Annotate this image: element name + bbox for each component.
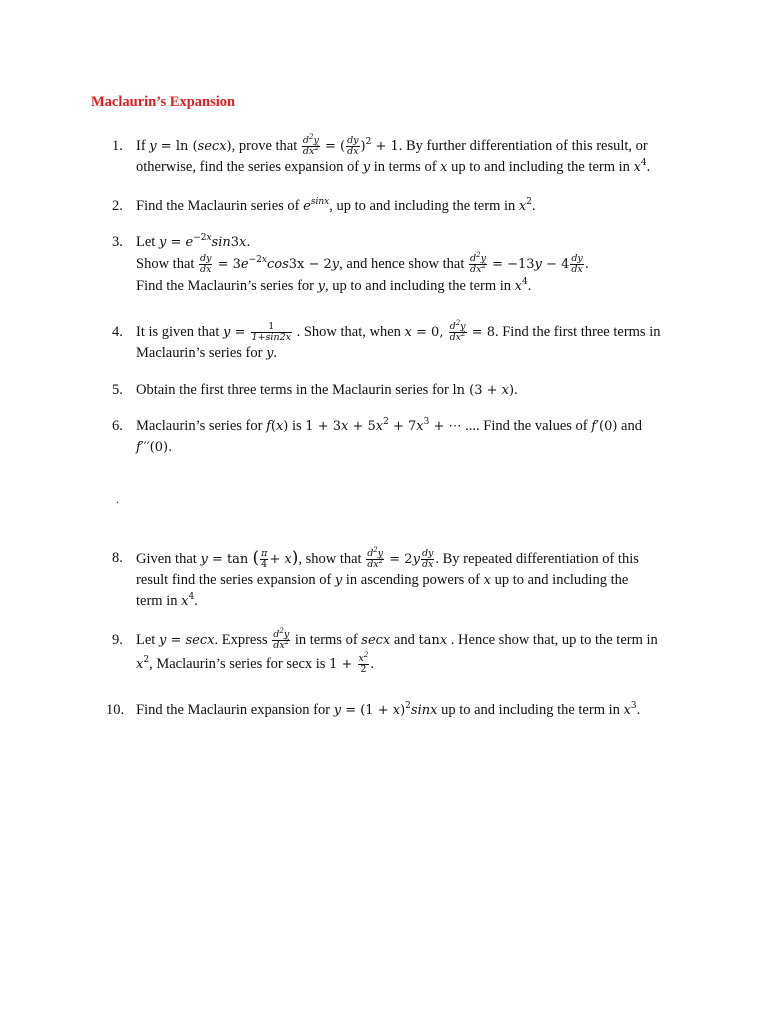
- fraction-d2y-dx2: $\frac{d^2y}{dx^2}$: [273, 627, 290, 652]
- fraction-d2y-dx2: $\frac{d^2y}{dx^2}$: [367, 546, 384, 571]
- fraction-pi-over-4: $\frac{\pi}{4}$: [261, 548, 268, 571]
- question-number: 10.: [106, 702, 125, 718]
- fraction-d2y-dx2: $\frac{d^2y}{dx^2}$: [470, 251, 486, 276]
- fraction-dy-dx: $\frac{dy}{dx}$: [421, 548, 434, 571]
- fraction-d2y-dx2: $\frac{d^2y}{dx^2}$: [449, 319, 466, 344]
- fraction-dy-dx: $\frac{dy}{dx}$: [200, 253, 212, 276]
- fraction-d2y-dx2: $\frac{d^2y}{dx^2}$: [302, 133, 319, 158]
- question-4: 4. It is given that y = $\frac{1}{1+\sin 2x}$ . Show that, when x = 0, $\frac{d^2y}{dx^2}$ = 8. Find the first three terms in Maclaurin’s series for y.: [112, 319, 661, 362]
- math-expression: y: [149, 139, 157, 154]
- fraction-dy-dx: $\frac{dy}{dx}$: [571, 253, 583, 276]
- fraction-x2-over-2: $\frac{x^2}{2}$: [358, 651, 369, 676]
- question-1: 1. If y = ln (secx), prove that $\frac{d^2y}{dx^2}$ = ( $\frac{dy}{dx}$ )$^2$ + 1. By further differentiation of this result, or otherwise, find the series expansion of y in terms of x up to and including the term in $x^4$.: [112, 133, 651, 176]
- stray-mark: .: [116, 492, 119, 506]
- question-8: 8. Given that y = tan ( $\frac{\pi}{4}$ + x), show that $\frac{d^2y}{dx^2}$ = 2y $\frac{dy}{dx}$ . By repeated differentiation of this result find the series expansion of y in ascending powers of x up to and including the term in $x^4$.: [112, 546, 639, 609]
- question-number: 3.: [112, 234, 123, 250]
- page-title: Maclaurin’s Expansion: [91, 94, 236, 110]
- question-number: 6.: [112, 418, 123, 434]
- question-number: 9.: [112, 632, 123, 648]
- question-number: 8.: [112, 550, 123, 566]
- question-number: 1.: [112, 138, 123, 154]
- question-3: 3. Let $y = e^{-2x}\sin 3x$. Show that $\frac{dy}{dx}$ = $3e^{-2x}\cos 3x - 2y$, and hence show that $\frac{d^2y}{dx^2}$ = −13y − 4 $\frac{dy}{dx}$ . Find the Maclaurin’s series for y, up to and including the term in $x^4$.: [112, 233, 589, 294]
- fraction-1-over-1-plus-sin2x: $\frac{1}{1+\sin 2x}$: [251, 321, 291, 344]
- question-6: 6. Maclaurin’s series for f(x) is $1 + 3x + 5x^2 + 7x^3$ + ⋯ .... Find the values of f′(0) and f′′′(0).: [112, 417, 642, 455]
- question-number: 2.: [112, 198, 123, 214]
- question-number: 4.: [112, 324, 123, 340]
- question-number: 5.: [112, 382, 123, 398]
- fraction-dy-dx: $\frac{dy}{dx}$: [347, 135, 359, 158]
- worksheet-page: Maclaurin’s Expansion 1. If y = ln (secx), prove that $\frac{d^2y}{dx^2}$ = ( $\frac{dy}{dx}$ )$^2$ + 1. By further differentiation of this result, or otherwise, find the series expansion of y in terms of x up to and including the term in $x^4$. 2. Find the Maclaurin series of $e^{sinx}$, up to and including the term in $x^2$. 3. Let $y = e^{-2x}\sin 3x$. Show that $\frac{dy}{dx}$ = $3e^{-2x}\cos 3x - 2y$, and hence show that $\frac{d^2y}{dx^2}$ = −13y − 4 $\frac{dy}{dx}$ . Find the Maclaurin’s series for y, up to and including the term in $x^4$. 4. It is given that y = $\frac{1}{1+\sin 2x}$ . Show that, when x = 0, $\frac{d^2y}{dx^2}$ = 8. Find the first three terms in Maclaurin’s series for y. 5. Obtain the first three terms in the Maclaurin series for ln (3 + x). 6. Maclaurin’s series for f(x) is $1 + 3x + 5x^2 + 7x^3$ + ⋯ .... Find the values of f′(0) and f′′′(0). . 8. Given that y = tan ( $\frac{\pi}{4}$ + x), show that $\frac{d^2y}{dx^2}$ = 2y $\frac{dy}{dx}$ . By repeated differentiation of this result find the series expansion of y in ascending powers of x up to and including the term in $x^4$. 9. Let y = secx. Express $\frac{d^2y}{dx^2}$ in terms of secx and tanx . Hence show that, up to the term in $x^2$, Maclaurin’s series for secx is 1 + $\frac{x^2}{2}$ . 10. Find the Maclaurin expansion for $y = (1 + x)^2\sin x$ up to and including the term in $x^3$.: [0, 0, 768, 1024]
- question-9: 9. Let y = secx. Express $\frac{d^2y}{dx^2}$ in terms of secx and tanx . Hence show that, up to the term in $x^2$, Maclaurin’s series for secx is 1 + $\frac{x^2}{2}$ .: [112, 627, 658, 676]
